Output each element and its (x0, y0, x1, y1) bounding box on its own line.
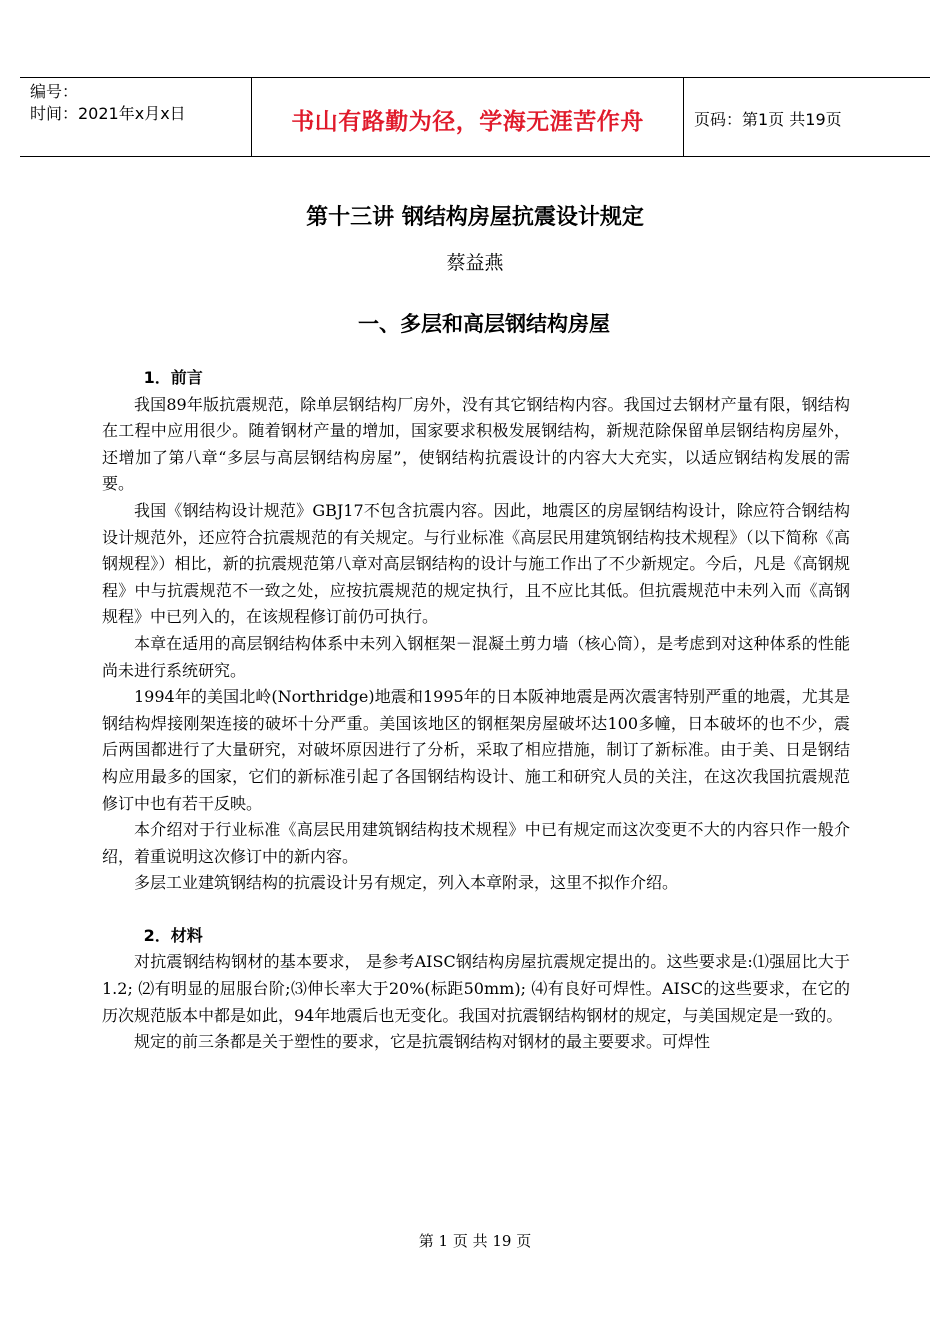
subsection-heading-materials: 2．材料 (143, 925, 203, 945)
paragraph: 对抗震钢结构钢材的基本要求， 是参考AISC钢结构房屋抗震规定提出的。这些要求是:⑴强屈比大于1.2; ⑵有明显的屈服台阶;⑶伸长率大于20%(标距50mm); ⑷有良好可焊性。AISC的这些要求，在它的历次规范版本中都是如此，94年地震后也无变化。我国对抗震钢结构钢材的规定，与美国规定是一致的。 (102, 952, 850, 1025)
document-title: 第十三讲 钢结构房屋抗震设计规定 (306, 205, 644, 230)
paragraph: 规定的前三条都是关于塑性的要求，它是抗震钢结构对钢材的最主要要求。可焊性 (134, 1032, 711, 1052)
document-author: 蔡益燕 (446, 252, 504, 274)
header-page-info: 页码：第1页 共19页 (694, 110, 842, 129)
paragraph: 本介绍对于行业标准《高层民用建筑钢结构技术规程》中已有规定而这次变更不大的内容只作一般介绍，着重说明这次修订中的新内容。 (102, 820, 850, 866)
section-heading: 一、多层和高层钢结构房屋 (358, 312, 610, 336)
header-page-cell (684, 78, 930, 156)
paragraph: 1994年的美国北岭(Northridge)地震和1995年的日本阪神地震是两次震害特别严重的地震，尤其是钢结构焊接刚架连接的破坏十分严重。美国该地区的钢框架房屋破坏达100多幢，日本破坏的也不少，震后两国都进行了大量研究，对破坏原因进行了分析，采取了相应措施，制订了新标准。由于美、日是钢结构应用最多的国家，它们的新标准引起了各国钢结构设计、施工和研究人员的关注，在这次我国抗震规范修订中也有若干反映。 (102, 687, 850, 813)
paragraph: 我国《钢结构设计规范》GBJ17不包含抗震内容。因此，地震区的房屋钢结构设计，除应符合钢结构设计规范外，还应符合抗震规范的有关规定。与行业标准《高层民用建筑钢结构技术规程》（以下简称《高钢规程》）相比，新的抗震规范第八章对高层钢结构的设计与施工作出了不少新规定。今后，凡是《高钢规程》中与抗震规范不一致之处，应按抗震规范的规定执行，且不应比其低。但抗震规范中未列入而《高钢规程》中已列入的，在该规程修订前仍可执行。 (102, 500, 850, 627)
header-motto: 书山有路勤为径，学海无涯苦作舟 (291, 109, 644, 135)
subsection-heading-preface: 1．前言 (143, 368, 203, 387)
page-footer: 第 1 页 共 19 页 (418, 1232, 532, 1250)
paragraph: 我国89年版抗震规范，除单层钢结构厂房外，没有其它钢结构内容。我国过去钢材产量有限，钢结构在工程中应用很少。随着钢材产量的增加，国家要求积极发展钢结构，新规范除保留单层钢结构房屋外，还增加了第八章“多层与高层钢结构房屋”，使钢结构抗震设计的内容大大充实，以适应钢结构发展的需要。 (102, 394, 850, 494)
document-header (20, 77, 930, 157)
header-number-label: 编号： (30, 82, 79, 101)
paragraph: 多层工业建筑钢结构的抗震设计另有规定，列入本章附录，这里不拟作介绍。 (134, 873, 679, 893)
header-meta-cell (20, 78, 252, 156)
header-motto-cell (252, 78, 684, 156)
paragraph: 本章在适用的高层钢结构体系中未列入钢框架－混凝土剪力墙（核心筒），是考虑到对这种体系的性能尚未进行系统研究。 (102, 633, 850, 680)
document-body (102, 365, 850, 1056)
header-time: 时间：2021年x月x日 (30, 104, 186, 123)
